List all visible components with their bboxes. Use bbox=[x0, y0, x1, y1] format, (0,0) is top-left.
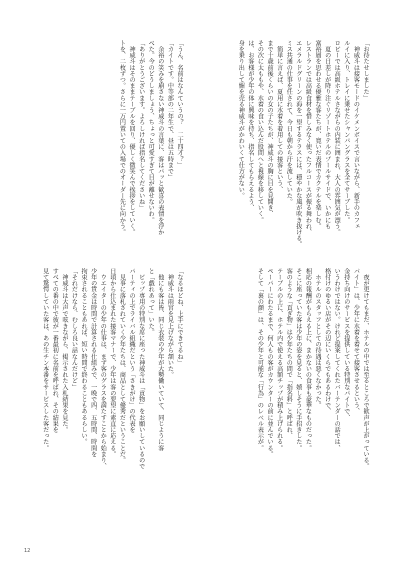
text-line: 「カイトです。中等部の二年生で、昼は五時まで」 bbox=[166, 40, 174, 181]
text-line: 神威斗は大声で呟きながら、掲示された入札結果を見た。 bbox=[60, 268, 68, 433]
text-line: 日頃から仕込まれた接客マナーで、少年は客の要望に素直に応える。 bbox=[108, 268, 116, 458]
text-line: 格付けのゆるい店がその辺にいくらでもあるわけで、 bbox=[323, 268, 331, 415]
lower-left-text-block bbox=[32, 268, 184, 496]
upper-right-text-block bbox=[206, 40, 370, 270]
text-line: エメラルドグリーンの海を一望するテラスには、穏やかな風が吹き抜ける。 bbox=[294, 40, 302, 248]
text-line: そして「裏の顔」は、その少年と可能な「行為」のレベル表示が。 bbox=[256, 268, 264, 451]
text-line: ホテルのスタッフとしての待遇は悪くなかった。 bbox=[314, 268, 322, 409]
text-line: パーティの上でライバル組織だという「さきがけ」の代表を bbox=[128, 268, 136, 433]
text-line: 「ありがとうございます。よろしければ指名してくださいね」 bbox=[137, 40, 145, 211]
text-line: ルイに入り、トレイに乗せたシャンパングラスを全てサーブした。 bbox=[342, 40, 350, 223]
text-line: 拘束されることもあれば、短い時間で終わることもあるらしい。 bbox=[80, 268, 88, 445]
text-line: 神威斗は接客モードのイケメンボイスで言いながら、新手のカフェ bbox=[352, 40, 360, 230]
text-line: は、お客様が少年の体に興味を持ち、指名してもらえるよう、 bbox=[246, 40, 254, 211]
text-line: 相応の報酬がもらえる上に、まかないの食事も豪華なものだった。 bbox=[304, 268, 312, 451]
text-line: 金持ち向けのサービスを提供している特別なパイトで、 bbox=[342, 268, 350, 421]
text-line: ペーパーにわたるまで、何人もの客がカウンターの前に並んでいる。 bbox=[266, 268, 274, 458]
text-line: と「戯れあって」いた。 bbox=[147, 268, 155, 336]
text-line: 簡単に言えば、夏用に水着を着用しての接客という、 bbox=[275, 40, 283, 193]
text-line: 「それだけなら、むしろ良い話なんだけど」 bbox=[70, 268, 78, 390]
text-line: ミス共通の仕事を任されて、今日も朝から汗を流していた。 bbox=[285, 40, 293, 205]
text-line: ビップ専用の特別な席に座った神威斗は「貢物」をお願いしているので bbox=[137, 268, 145, 470]
text-line: そこに座っていた客は少年の姿を見ると、嬉しそうに手招きした。 bbox=[294, 268, 302, 451]
text-line: その次に太ももや、水着の食い込んだ股間へと視線を移していく。 bbox=[256, 40, 264, 223]
text-line: レストランでは高級食材を惜しみなく使ったフルコースが振る舞われ、 bbox=[304, 40, 312, 236]
text-line: パイト」は、少年に水着を着せて接客させるという、 bbox=[352, 268, 360, 415]
text-line: 見事に落札されていく少年たちは、商品として優秀だということだ。 bbox=[118, 268, 126, 464]
lower-right-text-block bbox=[206, 268, 370, 496]
text-line: 見て驚愕していた客は、あの生チン本番をサービスした客だった。 bbox=[41, 268, 49, 451]
text-line: 神威斗は雨宮を見上げながら頷いた。 bbox=[166, 268, 174, 378]
upper-left-text-block bbox=[32, 40, 184, 270]
text-line: べた。今のどうしましょう、ちょっと可愛すぎて目が離せないわ。 bbox=[147, 40, 155, 223]
text-line: 夏の日差しが降り注ぐリゾートホテルのプールサイドで、いかにも bbox=[323, 40, 331, 230]
text-line: いうわけではない。けれど提案してくれたバーテンダーの話では、 bbox=[333, 268, 341, 451]
text-line: 「なるほどね、上手にできてるね」 bbox=[176, 268, 183, 366]
text-line: 神威斗はそのままテーブルを回り、優しく微笑んで挨拶をしていく。 bbox=[128, 40, 136, 236]
text-line: 「うん、名前はなんていうの？ 二十四才？」 bbox=[176, 40, 183, 169]
text-line: 余裕の笑みを崩さない神威斗の言葉に、客はパッと歓喜の表情を浮か bbox=[156, 40, 164, 236]
text-line: 客のような「貢ぎ物」は少年たちの間で「指名料」と呼ばれ、 bbox=[285, 268, 293, 439]
text-line: 他にも客は皆、同じ衣装の少年が大勢働いていて、同じように客 bbox=[156, 268, 164, 451]
text-line: ウエイターの少年の仕事は、まず客のグラスを満たすことから始まり、 bbox=[99, 268, 107, 470]
text-line: トを、二枚ずつ。さらに一万円置いての入場でのオーダー先に向かう。 bbox=[118, 40, 126, 236]
text-line: まで十歳前後くらいの女の子たちが、神威斗の胸に目を見開き、 bbox=[266, 40, 274, 217]
text-line: 「お待たせしました」 bbox=[362, 40, 369, 101]
text-line: 富裕層を思わせる優雅な客たちが、寛いだ表情でカクテルを楽しむ。 bbox=[314, 40, 322, 230]
text-line: ロビーでは高級ホテルさながらの内装に囲まれ、大人の雰囲気が漂う。 bbox=[333, 40, 341, 236]
text-line: 少年の賃金は時間で計算される仕組みで、一晩で四、五時間、時間を bbox=[89, 268, 97, 458]
text-line: テーブルの上に、ホテル内で使える高額チップが積み上げられる。 bbox=[275, 268, 283, 451]
page-number: 12 bbox=[24, 548, 31, 554]
text-line: すべての番の中で彼が一番最初に名前を呼ばれ、その結果を bbox=[51, 268, 59, 433]
text-line: 夜が更けてもまだ、ホテルの中では至るところで歓声が上がっている。 bbox=[362, 268, 369, 470]
text-line: 身を乗り出して媚を売る神威斗がかわいくて仕方がない。 bbox=[237, 40, 245, 199]
